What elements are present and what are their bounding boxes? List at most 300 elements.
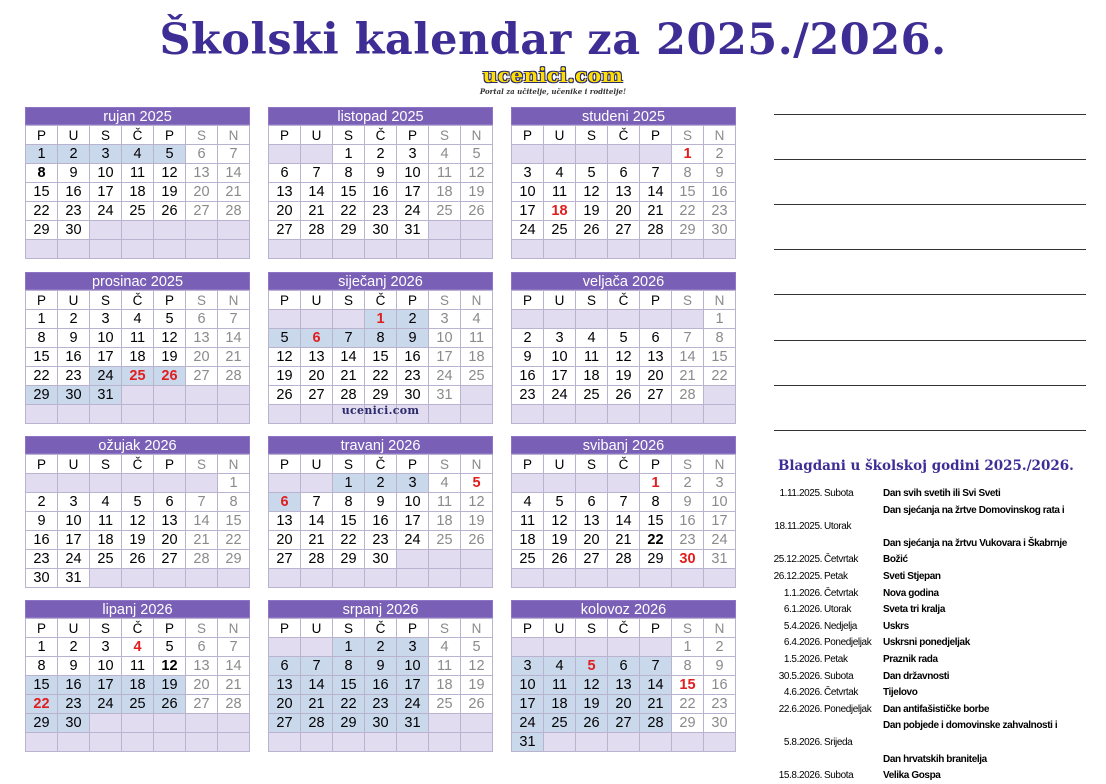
holiday-weekday: Četvrtak	[824, 687, 859, 699]
day-cell: 21	[640, 695, 672, 714]
day-cell: 29	[333, 221, 365, 240]
day-cell: 11	[122, 164, 154, 183]
month-calendar	[511, 600, 736, 752]
day-cell: 2	[365, 638, 397, 657]
day-cell: 1	[640, 474, 672, 493]
day-cell: 17	[544, 367, 576, 386]
empty-cell	[544, 405, 576, 424]
holiday-name: Uskrs	[883, 620, 909, 632]
weekday-header: P	[397, 619, 429, 638]
weekday-header: Č	[608, 291, 640, 310]
empty-cell	[122, 733, 154, 752]
day-cell: 16	[672, 512, 704, 531]
month-calendar	[511, 107, 736, 259]
weekday-header: U	[58, 455, 90, 474]
day-cell: 7	[218, 310, 250, 329]
day-cell: 12	[576, 676, 608, 695]
month-title: listopad 2025	[268, 107, 493, 125]
empty-cell	[672, 569, 704, 588]
empty-cell	[704, 240, 736, 259]
day-cell: 7	[608, 493, 640, 512]
weekday-header: P	[397, 291, 429, 310]
day-cell: 12	[461, 493, 493, 512]
empty-cell	[672, 310, 704, 329]
weekday-header: P	[26, 455, 58, 474]
day-cell: 16	[365, 183, 397, 202]
empty-cell	[461, 550, 493, 569]
holiday-weekday: Subota	[824, 770, 854, 782]
day-cell: 18	[122, 183, 154, 202]
day-cell: 26	[154, 367, 186, 386]
empty-cell	[90, 733, 122, 752]
empty-cell	[58, 474, 90, 493]
empty-cell	[461, 714, 493, 733]
note-line	[774, 159, 1086, 160]
day-cell: 24	[397, 695, 429, 714]
page-title: Školski kalendar za 2025./2026.	[159, 15, 947, 65]
day-cell: 27	[186, 202, 218, 221]
empty-cell	[608, 310, 640, 329]
day-cell: 15	[704, 348, 736, 367]
day-cell: 9	[704, 164, 736, 183]
empty-cell	[186, 714, 218, 733]
holiday-name: Dan sjećanja na žrtvu Vukovara i Škabrnje	[883, 537, 1067, 549]
holiday-date: 25.12.2025.	[773, 554, 822, 566]
day-cell: 22	[218, 531, 250, 550]
empty-cell	[672, 733, 704, 752]
weekday-header: S	[672, 619, 704, 638]
empty-cell	[154, 733, 186, 752]
day-cell: 22	[333, 531, 365, 550]
weekday-header: P	[26, 619, 58, 638]
weekday-header: S	[672, 455, 704, 474]
day-cell: 3	[429, 310, 461, 329]
day-cell: 1	[672, 145, 704, 164]
empty-cell	[544, 310, 576, 329]
month-calendar	[268, 272, 493, 424]
day-cell: 30	[58, 714, 90, 733]
day-cell: 14	[186, 512, 218, 531]
day-cell: 3	[704, 474, 736, 493]
day-cell: 13	[301, 348, 333, 367]
weekday-header: Č	[365, 291, 397, 310]
day-cell: 19	[608, 367, 640, 386]
empty-cell	[608, 405, 640, 424]
empty-cell	[186, 569, 218, 588]
holiday-name: Uskrsni ponedjeljak	[883, 637, 970, 649]
day-cell: 17	[90, 183, 122, 202]
day-cell: 26	[608, 386, 640, 405]
day-cell: 19	[576, 695, 608, 714]
empty-cell	[301, 474, 333, 493]
empty-cell	[576, 240, 608, 259]
day-cell: 6	[269, 164, 301, 183]
day-cell: 24	[512, 714, 544, 733]
holiday-date: 22.6.2026.	[778, 703, 822, 715]
month-title: srpanj 2026	[268, 600, 493, 618]
day-cell: 4	[429, 638, 461, 657]
day-cell: 13	[269, 512, 301, 531]
day-cell: 16	[704, 183, 736, 202]
empty-cell	[90, 221, 122, 240]
weekday-header: P	[640, 619, 672, 638]
day-cell: 2	[26, 493, 58, 512]
day-cell: 20	[269, 695, 301, 714]
day-cell: 12	[461, 657, 493, 676]
weekday-header: P	[397, 126, 429, 145]
day-cell: 2	[365, 474, 397, 493]
month-grid	[511, 618, 736, 752]
day-cell: 27	[269, 550, 301, 569]
day-cell: 10	[544, 348, 576, 367]
day-cell: 19	[154, 348, 186, 367]
month-grid	[25, 618, 250, 752]
day-cell: 15	[26, 348, 58, 367]
empty-cell	[90, 474, 122, 493]
weekday-header: N	[704, 126, 736, 145]
day-cell: 7	[301, 657, 333, 676]
day-cell: 6	[576, 493, 608, 512]
holiday-weekday: Utorak	[824, 604, 852, 616]
day-cell: 25	[429, 202, 461, 221]
empty-cell	[576, 405, 608, 424]
empty-cell	[301, 145, 333, 164]
month-grid	[511, 454, 736, 588]
day-cell: 26	[461, 695, 493, 714]
holiday-date: 1.11.2025.	[779, 488, 822, 499]
empty-cell	[576, 638, 608, 657]
weekday-header: N	[461, 291, 493, 310]
day-cell: 17	[397, 183, 429, 202]
empty-cell	[461, 733, 493, 752]
weekday-header: Č	[122, 455, 154, 474]
holiday-weekday: Četvrtak	[824, 587, 859, 599]
day-cell: 7	[640, 164, 672, 183]
watermark: ucenici.com	[341, 404, 420, 417]
empty-cell	[608, 638, 640, 657]
day-cell: 15	[218, 512, 250, 531]
empty-cell	[672, 405, 704, 424]
day-cell: 21	[218, 676, 250, 695]
day-cell: 17	[90, 348, 122, 367]
weekday-header: P	[26, 291, 58, 310]
weekday-header: Č	[608, 455, 640, 474]
weekday-header: S	[672, 291, 704, 310]
empty-cell	[186, 240, 218, 259]
empty-cell	[397, 569, 429, 588]
weekday-header: U	[544, 619, 576, 638]
day-cell: 8	[333, 164, 365, 183]
day-cell: 17	[397, 512, 429, 531]
weekday-header: P	[154, 126, 186, 145]
day-cell: 11	[122, 329, 154, 348]
holiday-weekday: Subota	[824, 488, 854, 499]
day-cell: 26	[576, 221, 608, 240]
day-cell: 12	[461, 164, 493, 183]
day-cell: 4	[429, 474, 461, 493]
weekday-header: P	[512, 455, 544, 474]
day-cell: 26	[122, 550, 154, 569]
day-cell: 18	[576, 367, 608, 386]
empty-cell	[365, 569, 397, 588]
day-cell: 29	[218, 550, 250, 569]
empty-cell	[544, 145, 576, 164]
empty-cell	[269, 569, 301, 588]
holiday-name: Velika Gospa	[883, 770, 941, 782]
empty-cell	[154, 474, 186, 493]
empty-cell	[122, 474, 154, 493]
day-cell: 6	[269, 493, 301, 512]
day-cell: 6	[186, 310, 218, 329]
day-cell: 17	[704, 512, 736, 531]
day-cell: 18	[122, 676, 154, 695]
month-grid	[268, 454, 493, 588]
empty-cell	[429, 550, 461, 569]
weekday-header: S	[429, 455, 461, 474]
day-cell: 21	[218, 348, 250, 367]
day-cell: 5	[461, 638, 493, 657]
holiday-name: Dan svih svetih ili Svi Sveti	[883, 488, 1001, 499]
day-cell: 6	[186, 145, 218, 164]
empty-cell	[576, 569, 608, 588]
weekday-header: S	[429, 291, 461, 310]
day-cell: 22	[365, 367, 397, 386]
empty-cell	[218, 221, 250, 240]
logo-brand: ucenici.com	[482, 63, 624, 87]
holiday-name: Tijelovo	[883, 687, 918, 699]
day-cell: 28	[301, 550, 333, 569]
day-cell: 4	[512, 493, 544, 512]
day-cell: 17	[58, 531, 90, 550]
day-cell: 29	[672, 714, 704, 733]
weekday-header: Č	[122, 291, 154, 310]
note-line	[774, 385, 1086, 386]
empty-cell	[333, 240, 365, 259]
holiday-weekday: Subota	[824, 670, 854, 682]
day-cell: 25	[461, 367, 493, 386]
weekday-header: N	[218, 291, 250, 310]
empty-cell	[512, 638, 544, 657]
day-cell: 13	[154, 512, 186, 531]
day-cell: 22	[26, 367, 58, 386]
day-cell: 16	[58, 348, 90, 367]
holiday-date: 4.6.2026.	[783, 687, 822, 699]
day-cell: 1	[26, 638, 58, 657]
weekday-header: U	[301, 291, 333, 310]
month-grid	[511, 290, 736, 424]
month-grid	[268, 125, 493, 259]
day-cell: 14	[301, 676, 333, 695]
day-cell: 31	[397, 221, 429, 240]
empty-cell	[461, 569, 493, 588]
day-cell: 16	[365, 512, 397, 531]
day-cell: 7	[301, 493, 333, 512]
day-cell: 24	[544, 386, 576, 405]
weekday-header: N	[218, 126, 250, 145]
day-cell: 21	[186, 531, 218, 550]
day-cell: 19	[544, 531, 576, 550]
day-cell: 22	[26, 695, 58, 714]
empty-cell	[397, 240, 429, 259]
day-cell: 30	[26, 569, 58, 588]
day-cell: 23	[365, 531, 397, 550]
weekday-header: Č	[608, 619, 640, 638]
weekday-header: S	[186, 126, 218, 145]
holiday-date: 6.4.2026.	[783, 637, 822, 649]
holiday-date: 5.4.2026.	[783, 620, 822, 632]
day-cell: 3	[90, 638, 122, 657]
day-cell: 25	[90, 550, 122, 569]
day-cell: 16	[58, 183, 90, 202]
day-cell: 12	[608, 348, 640, 367]
month-grid	[511, 125, 736, 259]
day-cell: 17	[512, 202, 544, 221]
weekday-header: S	[90, 126, 122, 145]
empty-cell	[269, 145, 301, 164]
empty-cell	[640, 569, 672, 588]
empty-cell	[544, 569, 576, 588]
empty-cell	[186, 474, 218, 493]
empty-cell	[58, 240, 90, 259]
day-cell: 18	[429, 183, 461, 202]
day-cell: 24	[90, 695, 122, 714]
empty-cell	[154, 386, 186, 405]
day-cell: 27	[269, 714, 301, 733]
note-line	[774, 249, 1086, 250]
day-cell: 25	[122, 367, 154, 386]
day-cell: 9	[365, 493, 397, 512]
empty-cell	[90, 714, 122, 733]
day-cell: 6	[608, 164, 640, 183]
weekday-header: Č	[122, 126, 154, 145]
empty-cell	[429, 733, 461, 752]
month-calendar	[511, 436, 736, 588]
day-cell: 23	[704, 695, 736, 714]
day-cell: 16	[512, 367, 544, 386]
day-cell: 24	[90, 367, 122, 386]
weekday-header: U	[58, 619, 90, 638]
day-cell: 11	[122, 657, 154, 676]
day-cell: 3	[397, 145, 429, 164]
empty-cell	[576, 733, 608, 752]
day-cell: 30	[365, 221, 397, 240]
empty-cell	[26, 405, 58, 424]
day-cell: 11	[576, 348, 608, 367]
day-cell: 8	[704, 329, 736, 348]
weekday-header: S	[333, 619, 365, 638]
day-cell: 2	[397, 310, 429, 329]
day-cell: 30	[365, 550, 397, 569]
holiday-name: Dan državnosti	[883, 670, 950, 682]
day-cell: 24	[429, 367, 461, 386]
weekday-header: Č	[365, 455, 397, 474]
note-line	[774, 294, 1086, 295]
day-cell: 12	[269, 348, 301, 367]
day-cell: 10	[397, 657, 429, 676]
day-cell: 25	[544, 221, 576, 240]
day-cell: 9	[26, 512, 58, 531]
day-cell: 31	[90, 386, 122, 405]
day-cell: 23	[58, 202, 90, 221]
holiday-name: Dan antifašističke borbe	[883, 703, 989, 715]
day-cell: 27	[301, 386, 333, 405]
day-cell: 30	[704, 714, 736, 733]
holiday-weekday: Četvrtak	[824, 554, 859, 566]
day-cell: 29	[333, 550, 365, 569]
month-grid	[25, 290, 250, 424]
day-cell: 9	[397, 329, 429, 348]
empty-cell	[640, 310, 672, 329]
holiday-date: 6.1.2026.	[783, 604, 822, 616]
day-cell: 23	[365, 695, 397, 714]
weekday-header: U	[301, 126, 333, 145]
weekday-header: S	[186, 619, 218, 638]
day-cell: 26	[154, 202, 186, 221]
day-cell: 5	[576, 164, 608, 183]
holiday-weekday: Srijeda	[824, 737, 853, 748]
empty-cell	[704, 386, 736, 405]
holiday-date: 1.5.2026.	[783, 654, 822, 665]
month-calendar	[511, 272, 736, 424]
empty-cell	[122, 221, 154, 240]
day-cell: 4	[544, 164, 576, 183]
day-cell: 3	[512, 164, 544, 183]
day-cell: 4	[544, 657, 576, 676]
day-cell: 17	[397, 676, 429, 695]
weekday-header: P	[512, 619, 544, 638]
day-cell: 8	[365, 329, 397, 348]
day-cell: 31	[58, 569, 90, 588]
day-cell: 24	[704, 531, 736, 550]
day-cell: 28	[333, 386, 365, 405]
empty-cell	[154, 240, 186, 259]
note-line	[774, 114, 1086, 115]
month-title: ožujak 2026	[25, 436, 250, 454]
day-cell: 6	[640, 329, 672, 348]
day-cell: 1	[333, 145, 365, 164]
weekday-header: N	[218, 455, 250, 474]
day-cell: 10	[58, 512, 90, 531]
day-cell: 16	[397, 348, 429, 367]
day-cell: 13	[269, 676, 301, 695]
day-cell: 15	[333, 512, 365, 531]
weekday-header: N	[461, 455, 493, 474]
empty-cell	[461, 221, 493, 240]
empty-cell	[512, 145, 544, 164]
weekday-header: S	[333, 291, 365, 310]
day-cell: 18	[544, 695, 576, 714]
day-cell: 7	[218, 638, 250, 657]
day-cell: 11	[544, 183, 576, 202]
day-cell: 27	[608, 714, 640, 733]
day-cell: 16	[58, 676, 90, 695]
day-cell: 28	[640, 714, 672, 733]
day-cell: 23	[365, 202, 397, 221]
day-cell: 18	[512, 531, 544, 550]
weekday-header: P	[269, 619, 301, 638]
weekday-header: S	[576, 291, 608, 310]
day-cell: 1	[333, 638, 365, 657]
empty-cell	[608, 474, 640, 493]
holiday-date: 18.11.2025.	[774, 521, 822, 533]
day-cell: 27	[154, 550, 186, 569]
day-cell: 20	[186, 348, 218, 367]
month-title: siječanj 2026	[268, 272, 493, 290]
day-cell: 1	[333, 474, 365, 493]
empty-cell	[544, 474, 576, 493]
weekday-header: P	[154, 455, 186, 474]
day-cell: 17	[429, 348, 461, 367]
